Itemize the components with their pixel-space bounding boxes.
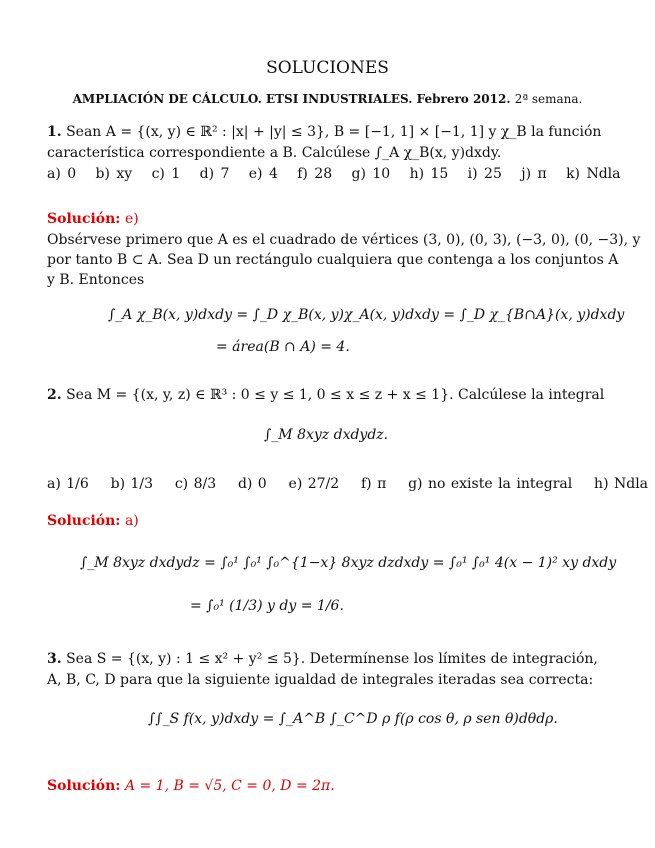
q1-option: c) 1 [151,166,181,182]
q2-option-e: e) 27/2 [288,476,340,492]
q2-option-h: h) Ndla [594,476,649,492]
q1-number: 1. [47,124,62,140]
q1-option: b) xy [95,166,133,182]
q2-options [47,476,648,492]
q1-option: g) 10 [351,166,391,182]
solution-answer: e) [124,211,139,227]
q1-explanation-3: y B. Entonces [47,272,145,288]
q2-option-d: d) 0 [237,476,267,492]
q3-statement-2: A, B, C, D para que la siguiente igualdad de integrales iteradas sea correcta: [47,672,594,688]
q1-explanation-1: Obsérvese primero que A es el cuadrado de vértices (3, 0), (0, 3), (−3, 0), (0, −3), y [47,232,641,248]
q1-option: e) 4 [248,166,278,182]
q2-line1 [47,387,604,403]
q2-number: 2. [47,387,62,403]
q1-option: d) 7 [199,166,230,182]
solution-answer: a) [124,513,139,529]
q1-option: k) Ndla [566,166,621,182]
q3-line1 [47,651,598,667]
solution-label: Solución: [47,778,121,794]
q1-solution [47,211,139,227]
q1-statement-1: Sean A = {(x, y) ∈ ℝ² : |x| + |y| ≤ 3}, B = [−1, 1] × [−1, 1] y χ_B la función [66,124,602,140]
q2-statement: Sea M = {(x, y, z) ∈ ℝ³ : 0 ≤ y ≤ 1, 0 ≤ x ≤ z + x ≤ 1}. Calcúlese la integral [66,387,605,403]
subtitle-semester: 2ª semana. [514,92,583,106]
q1-option: h) 15 [409,166,449,182]
q1-options [47,166,621,182]
q1-statement-2: característica correspondiente a B. Calcúlese ∫_A χ_B(x, y)dxdy. [47,145,502,161]
solution-answer: A = 1, B = √5, C = 0, D = 2π. [124,778,335,794]
q1-option: i) 25 [467,166,502,182]
solution-label: Solución: [47,513,121,529]
q2-equation-1: ∫_M 8xyz dxdydz = ∫₀¹ ∫₀¹ ∫₀^{1−x} 8xyz dzdxdy = ∫₀¹ ∫₀¹ 4(x − 1)² xy dxdy [80,555,617,571]
q1-option: j) π [521,166,547,182]
q3-statement-1: Sea S = {(x, y) : 1 ≤ x² + y² ≤ 5}. Determínense los límites de integración, [66,651,598,667]
subtitle-course: AMPLIACIÓN DE CÁLCULO. ETSI INDUSTRIALES. Febrero 2012. [72,92,511,106]
q2-option-b: b) 1/3 [110,476,154,492]
q2-option-c: c) 8/3 [174,476,217,492]
q1-option: a) 0 [47,166,77,182]
page-subtitle [0,92,655,106]
q2-equation-2: = ∫₀¹ (1/3) y dy = 1/6. [190,598,344,614]
q3-solution [47,778,335,794]
q2-solution [47,513,139,529]
q3-number: 3. [47,651,62,667]
page-title: SOLUCIONES [266,58,389,78]
q2-option-f: f) π [360,476,387,492]
q1-option: f) 28 [297,166,333,182]
q1-line1 [47,124,601,140]
q1-explanation-2: por tanto B ⊂ A. Sea D un rectángulo cualquiera que contenga a los conjuntos A [47,252,619,268]
q1-equation-2: = área(B ∩ A) = 4. [216,339,350,355]
q3-equation: ∫∫_S f(x, y)dxdy = ∫_A^B ∫_C^D ρ f(ρ cos θ, ρ sen θ)dθdρ. [148,711,558,727]
q2-integral: ∫_M 8xyz dxdydz. [264,427,389,443]
q1-equation-1: ∫_A χ_B(x, y)dxdy = ∫_D χ_B(x, y)χ_A(x, y)dxdy = ∫_D χ_{B∩A}(x, y)dxdy [108,307,625,323]
q2-option-a: a) 1/6 [47,476,89,492]
solution-label: Solución: [47,211,121,227]
q2-option-g: g) no existe la integral [408,476,573,492]
